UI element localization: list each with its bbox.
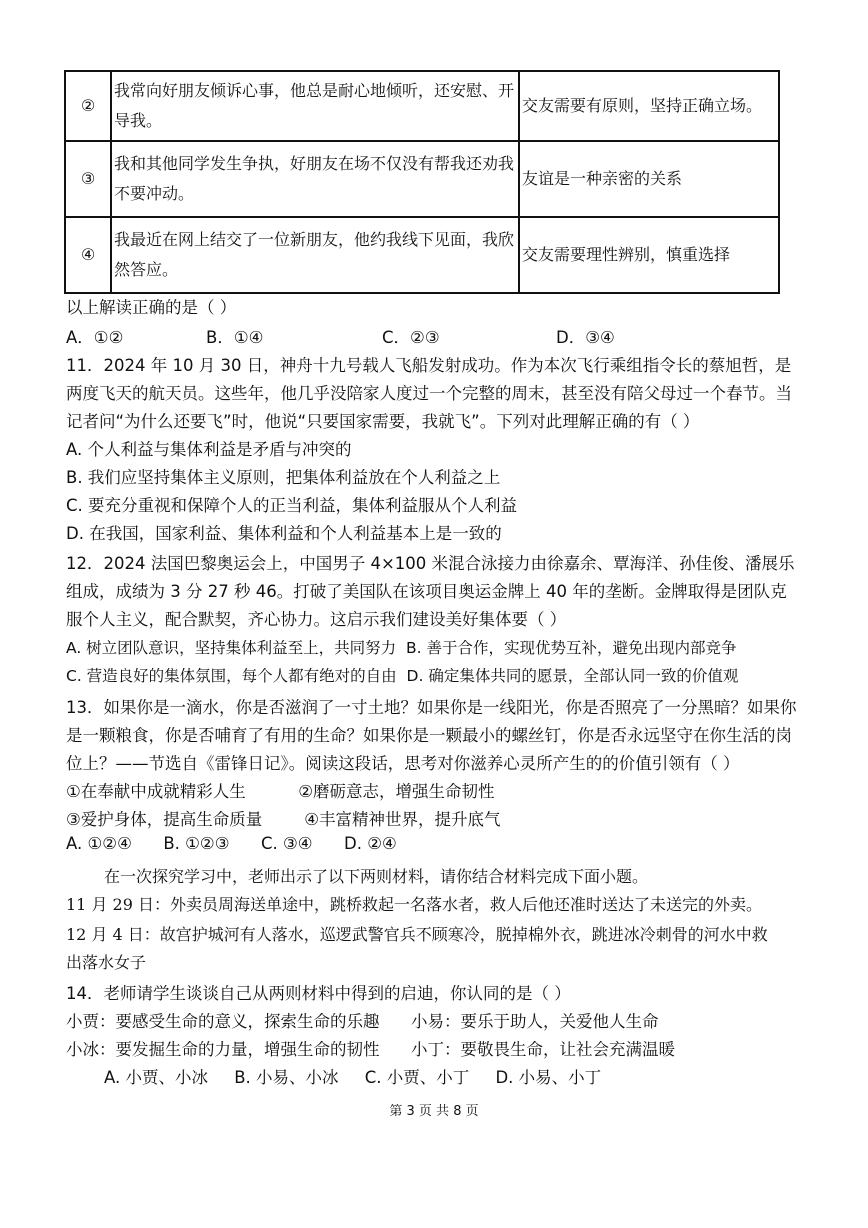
q13-items-2: ③爱护身体，提高生命质量 ④丰富精神世界，提升底气	[66, 810, 501, 829]
q11-line-1: 11．2024 年 10 月 30 日，神舟十九号载人飞船发射成功。作为本次飞行乘组指令长的蔡旭哲，是	[66, 356, 792, 375]
material-intro: 在一次探究学习中，老师出示了以下两则材料，请你结合材料完成下面小题。	[104, 867, 649, 886]
row-context: 我常向好朋友倾诉心事，他总是耐心地倾听，还安慰、开导我。	[111, 71, 519, 141]
q14-stem: 14．老师请学生谈谈自己从两则材料中得到的启迪，你认同的是（ ）	[66, 984, 571, 1003]
q12-option-cd: C. 营造良好的集体氛围，每个人都有绝对的自由 D. 确定集体共同的愿景，全部认同一致的价值观	[66, 667, 739, 685]
q13-line-1: 13．如果你是一滴水，你是否滋润了一寸土地？如果你是一线阳光，你是否照亮了一分黑暗？如果你	[66, 698, 797, 717]
q11-line-3: 记者问“为什么还要飞”时，他说“只要国家需要，我就飞”。下列对此理解正确的有（ ）	[66, 412, 700, 431]
q10-option-b: B．①④	[206, 328, 264, 347]
material-2-line-1: 12 月 4 日：故宫护城河有人落水，巡逻武警官兵不顾寒冷，脱掉棉外衣，跳进冰冷刺骨的河水中救	[66, 925, 768, 944]
q10-option-c: C．②③	[382, 328, 440, 347]
table-row	[65, 71, 779, 141]
table-row	[65, 217, 779, 293]
q10-stem: 以上解读正确的是（ ）	[66, 298, 237, 317]
q13-line-3: 位上？——节选自《雷锋日记》。阅读这段话，思考对你滋养心灵所产生的的价值引领有（ ）	[66, 754, 740, 773]
row-context: 我最近在网上结交了一位新朋友，他约我线下见面，我欣然答应。	[111, 217, 519, 293]
q12-line-1: 12．2024 法国巴黎奥运会上，中国男子 4×100 米混合泳接力由徐嘉余、覃海洋、孙佳俊、潘展乐	[66, 554, 795, 573]
row-reading: 交友需要理性辨别，慎重选择	[519, 217, 779, 293]
q13-options: A. ①②④ B. ①②③ C. ③④ D. ②④	[66, 834, 397, 853]
q14-views-2: 小冰：要发掘生命的力量，增强生命的韧性 小丁：要敬畏生命，让社会充满温暖	[66, 1040, 675, 1059]
q11-option-d: D. 在我国，国家利益、集体利益和个人利益基本上是一致的	[66, 524, 502, 543]
q11-option-a: A. 个人利益与集体利益是矛盾与冲突的	[66, 440, 352, 459]
row-number: ②	[65, 71, 111, 141]
row-number: ③	[65, 141, 111, 217]
q13-items-1: ①在奉献中成就精彩人生 ②磨砺意志，增强生命韧性	[66, 782, 495, 801]
q14-options: A. 小贾、小冰 B. 小易、小冰 C. 小贾、小丁 D. 小易、小丁	[104, 1068, 602, 1087]
q11-option-c: C. 要充分重视和保障个人的正当利益，集体利益服从个人利益	[66, 496, 518, 515]
friendship-table	[64, 70, 780, 294]
q12-line-3: 服个人主义，配合默契，齐心协力。这启示我们建设美好集体要（ ）	[66, 610, 567, 629]
q11-option-b: B. 我们应坚持集体主义原则，把集体利益放在个人利益之上	[66, 468, 501, 487]
row-reading: 友谊是一种亲密的关系	[519, 141, 779, 217]
row-context: 我和其他同学发生争执，好朋友在场不仅没有帮我还劝我不要冲动。	[111, 141, 519, 217]
page-number: 第 3 页 共 8 页	[389, 1104, 479, 1119]
q13-line-2: 是一颗粮食，你是否哺育了有用的生命？如果你是一颗最小的螺丝钉，你是否永远坚守在你生活的岗	[66, 726, 792, 745]
row-number: ④	[65, 217, 111, 293]
material-1: 11 月 29 日：外卖员周海送单途中，跳桥救起一名落水者，救人后他还准时送达了未送完的外卖。	[66, 895, 762, 914]
q10-option-d: D．③④	[556, 328, 615, 347]
material-2-line-2: 出落水女子	[66, 953, 147, 972]
q11-line-2: 两度飞天的航天员。这些年，他几乎没陪家人度过一个完整的周末，甚至没有陪父母过一个春节。当	[66, 384, 792, 403]
q14-views-1: 小贾：要感受生命的意义，探索生命的乐趣 小易：要乐于助人，关爱他人生命	[66, 1012, 659, 1031]
q12-line-2: 组成，成绩为 3 分 27 秒 46。打破了美国队在该项目奥运金牌上 40 年的垄断。金牌取得是团队克	[66, 582, 787, 601]
table-row	[65, 141, 779, 217]
row-reading: 交友需要有原则，坚持正确立场。	[519, 71, 779, 141]
q10-option-a: A．①②	[66, 328, 124, 347]
q12-option-ab: A. 树立团队意识，坚持集体利益至上，共同努力 B. 善于合作，实现优势互补，避免出现内部竞争	[66, 639, 737, 657]
